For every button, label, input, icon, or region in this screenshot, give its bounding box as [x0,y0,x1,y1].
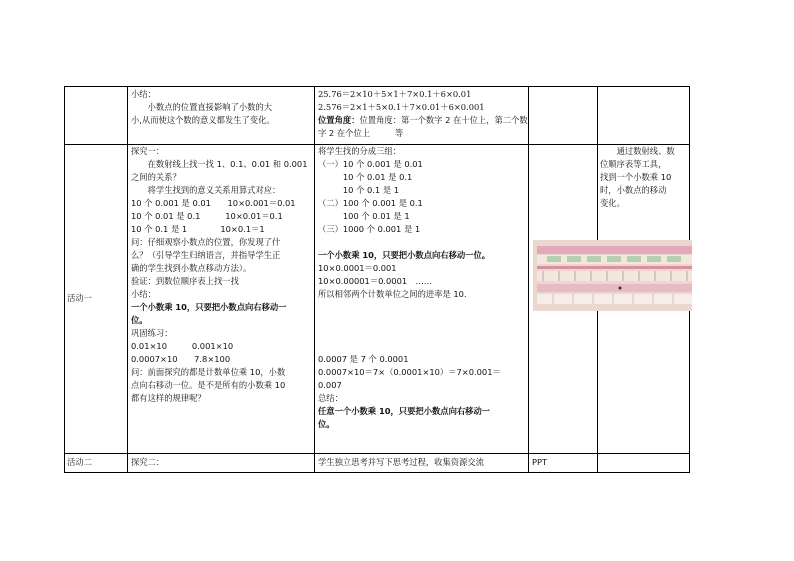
process-line: 之间的关系？ [131,172,181,182]
intent-line: 时，小数点的移动 [600,185,667,195]
student-line: 将学生找的分成三组： [318,146,401,156]
col-border-2 [314,86,315,473]
process-line: 探究一： [131,146,165,156]
student-line: （一）10 个 0.001 是 0.01 [318,159,423,169]
col-border-1 [127,86,128,473]
student-line: 0.0007 是 7 个 0.0001 [318,354,409,364]
process-line: 在数射线上找一找 1、0.1、0.01 和 0.001 [131,159,308,169]
position-angle-text: 位置角度：第一个数字 2 在十位上，第二个数 [359,115,528,125]
process-line: 0.0007×10 7.8×100 [131,354,231,364]
activity1-process-cell [131,145,307,405]
process-line: 小结： [131,289,156,299]
intent-line: 通过数射线、数 [600,146,675,156]
process-line: 0.01×10 0.001×10 [131,341,234,351]
process-line: 都有这样的规律呢？ [131,393,206,403]
place-value-chart-icon [533,240,692,311]
process-line: 问：前面探究的都是计数单位乘 10，小数 [131,367,286,377]
process-line: 巩固练习： [131,328,173,338]
student-line: 10×0.0001＝0.001 [318,263,397,273]
summary-student-line: 25.76＝2×10＋5×1＋7×0.1＋6×0.01 [318,89,472,99]
student-line [318,327,501,340]
student-line [318,301,501,314]
student-line: 所以相邻两个计数单位之间的进率是 10. [318,289,467,299]
summary-process-line: 小结： [131,89,156,99]
student-line: 10 个 0.01 是 0.1 [318,172,413,182]
student-line [318,236,501,249]
student-line [318,314,501,327]
place-value-chart-image [533,240,692,311]
process-line: 将学生找到的意义关系用算式对应： [131,185,281,195]
activity1-student-cell [318,145,501,431]
activity2-label: 活动二 [67,457,92,467]
activity2-process: 探究二： [131,457,165,467]
process-line: 问：仔细观察小数点的位置，你发现了什 [131,237,281,247]
summary-process-line: 小数点的位置直接影响了小数的大 [131,102,273,112]
student-line-bold: 任意一个小数乘 10，只要把小数点向右移动一 [318,406,491,416]
process-line: 验证：到数位顺序表上找一找 [131,276,239,286]
process-line: 10 个 0.1 是 1 10×0.1＝1 [131,224,265,234]
summary-process-line: 小,从而使这个数的意义都发生了变化。 [131,115,275,125]
process-line-bold: 位。 [131,315,148,325]
process-line: 点向右移动一位。是不是所有的小数乘 10 [131,380,286,390]
student-line: 0.0007×10＝7×（0.0001×10）＝7×0.001＝ [318,367,501,377]
student-line: 10 个 0.1 是 1 [318,185,400,195]
intent-line: 变化。 [600,198,625,208]
summary-student-line [318,114,528,127]
activity1-label: 活动一 [67,293,92,303]
table-bottom-border [64,472,689,473]
activity2-student: 学生独立思考并写下思考过程，收集资源交流 [318,457,484,467]
process-line: 10 个 0.01 是 0.1 10×0.01＝0.1 [131,211,283,221]
student-line: （三）1000 个 0.001 是 1 [318,224,421,234]
student-line: 100 个 0.01 是 1 [318,211,410,221]
student-line: 10×0.00001＝0.0001 …… [318,276,433,286]
summary-student-line: 字 2 在个位上 等 [318,128,404,138]
summary-student-line: 2.576＝2×1＋5×0.1＋7×0.01＋6×0.001 [318,102,485,112]
activity1-intent-cell [600,145,675,210]
table-top-border [64,86,689,87]
student-line-bold: 位。 [318,419,335,429]
intent-line: 找到一个小数乘 10 [600,172,672,182]
col-border-3 [528,86,529,473]
process-line: 么？（引导学生归纳语言，并指导学生正 [131,250,281,260]
student-line: 0.007 [318,380,342,390]
process-line: 10 个 0.001 是 0.01 10×0.001＝0.01 [131,198,296,208]
row-divider-2 [64,453,689,454]
student-line: （二）100 个 0.001 是 0.1 [318,198,423,208]
student-line [318,340,501,353]
summary-student-cell [318,88,528,140]
student-line-bold: 一个小数乘 10，只要把小数点向右移动一位。 [318,250,491,260]
activity2-resource: PPT [532,457,548,467]
process-line: 确的学生找到小数点移动方法）。 [131,263,252,273]
intent-line: 位顺序表等工具， [600,159,667,169]
summary-process-cell [131,88,275,127]
col-border-0 [64,86,65,473]
student-line: 总结： [318,393,343,403]
position-angle-label: 位置角度： [318,115,360,125]
process-line-bold: 一个小数乘 10，只要把小数点向右移动一 [131,302,287,312]
